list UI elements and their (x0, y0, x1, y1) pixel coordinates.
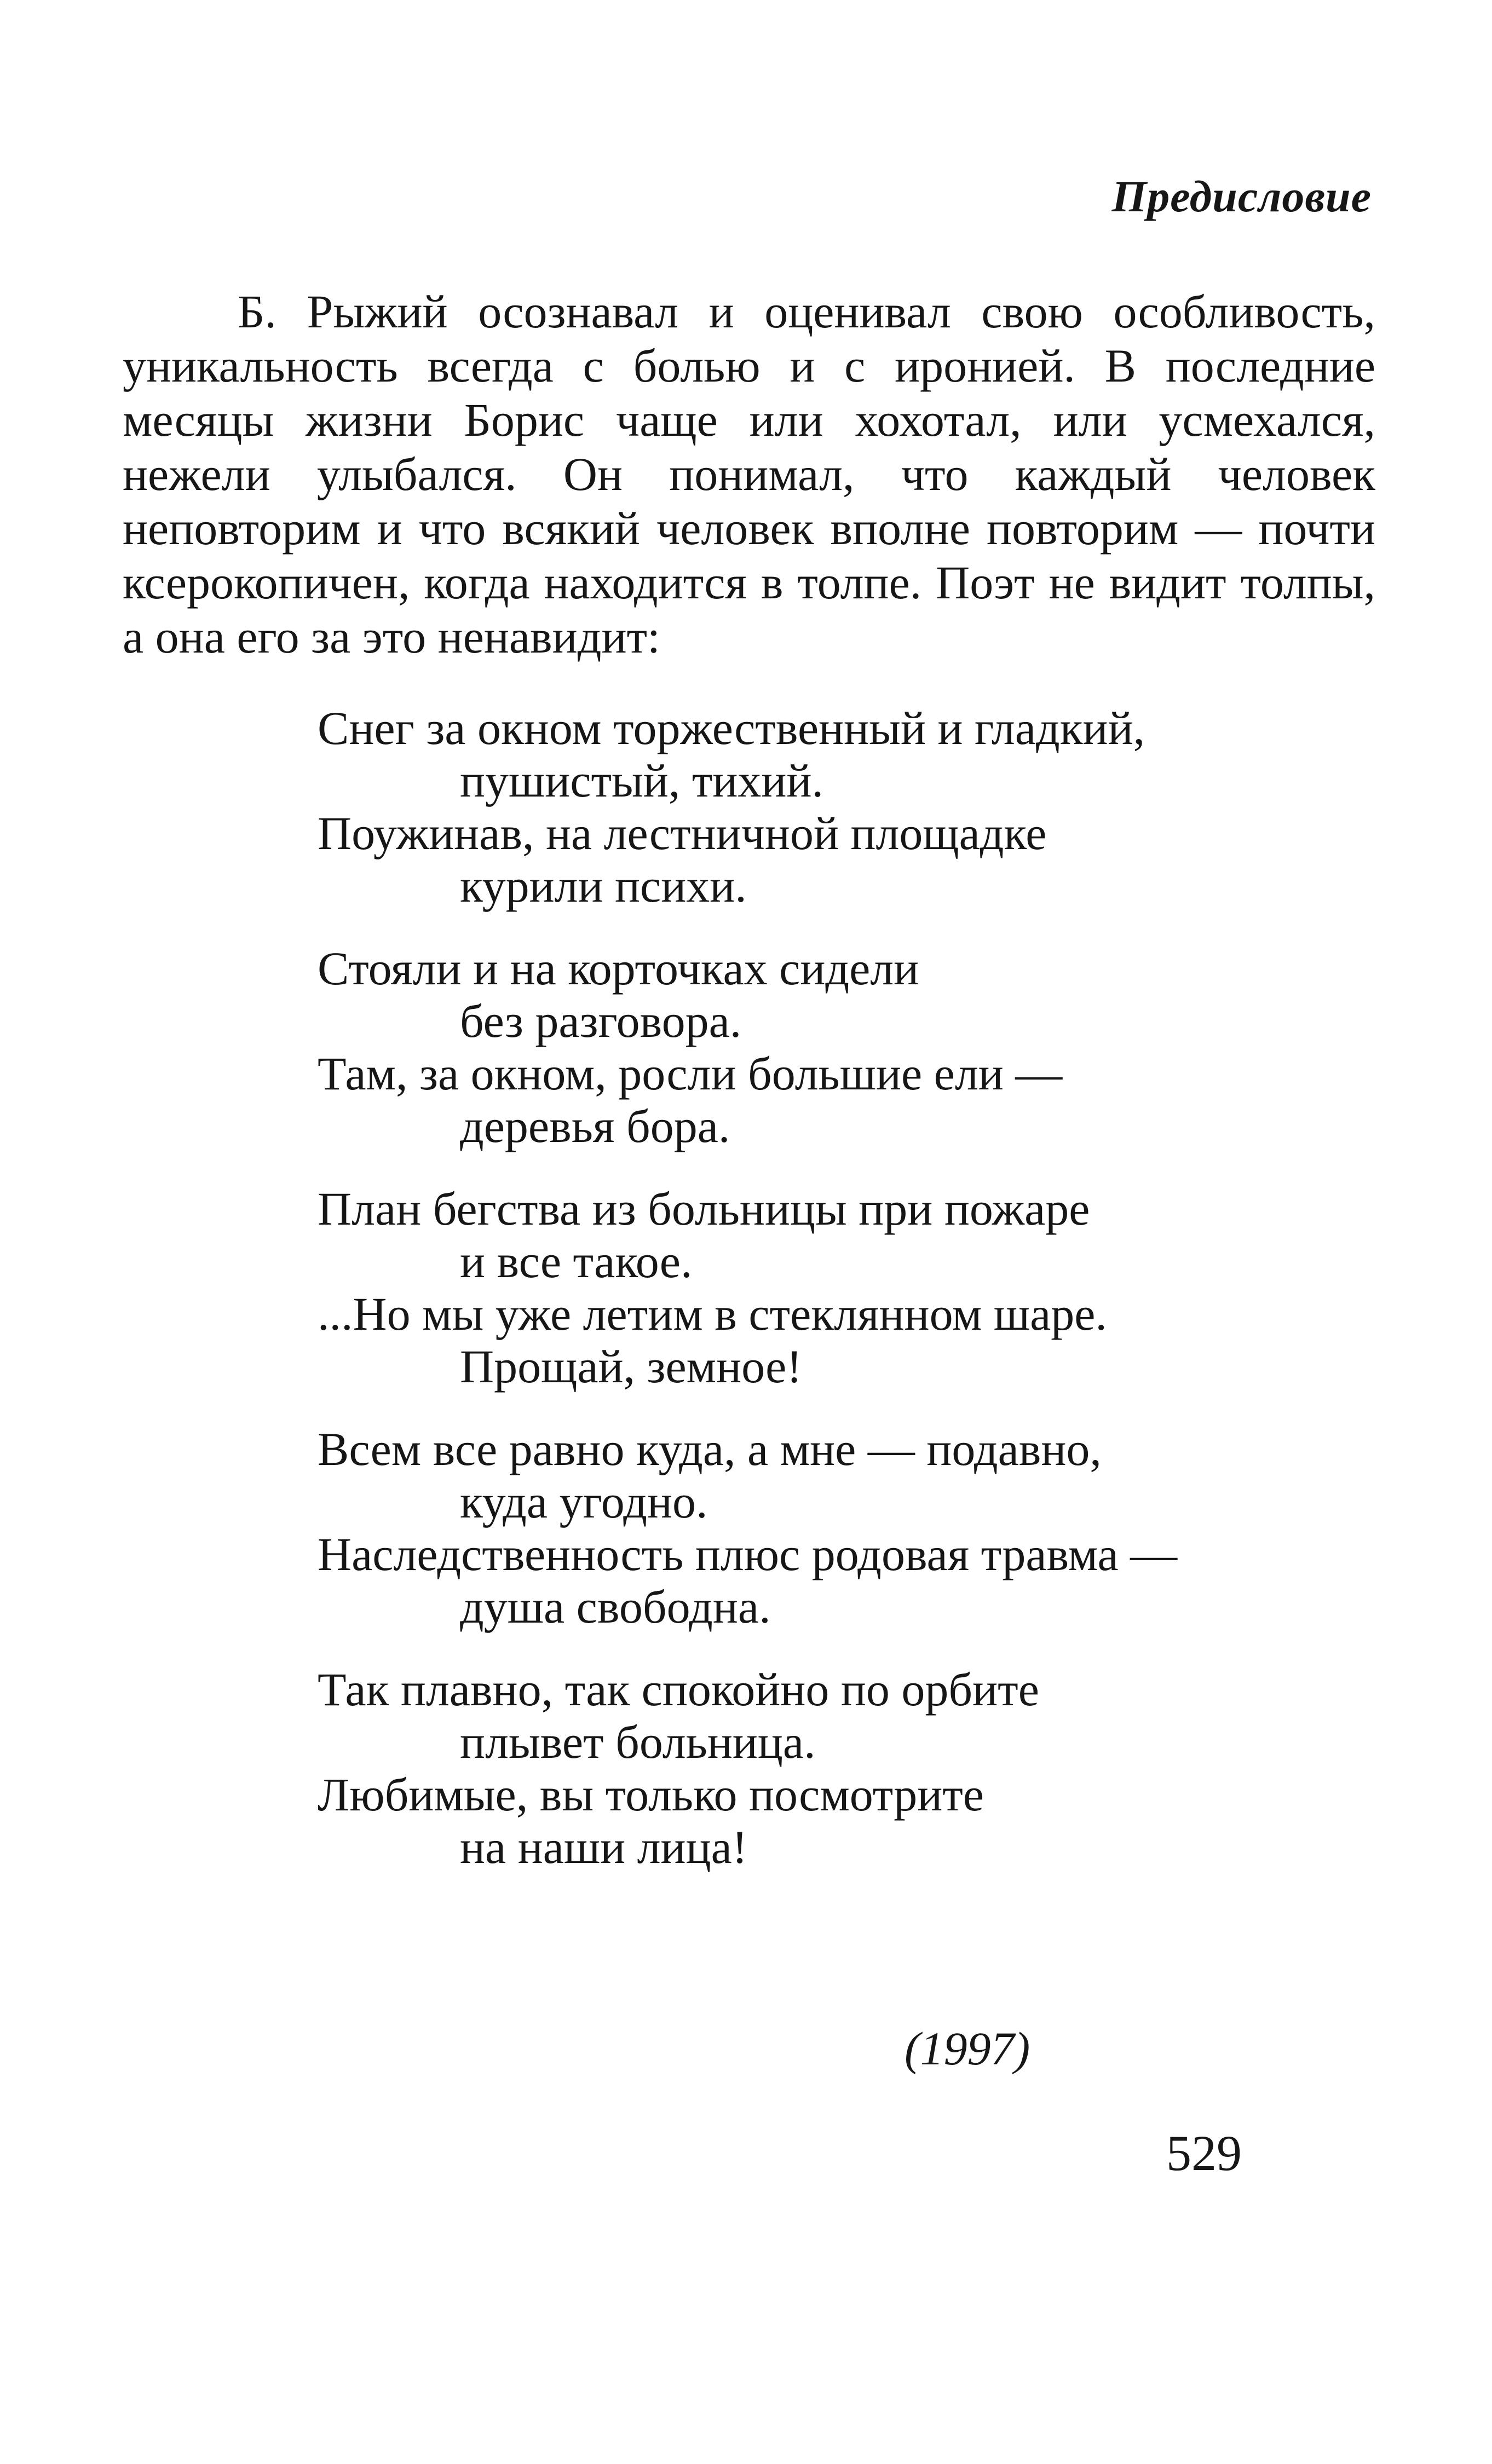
poem-date: (1997) (905, 2022, 1030, 2075)
running-head: Предисловие (1111, 171, 1372, 221)
poem-line: Так плавно, так спокойно по орбите (318, 1663, 1039, 1716)
poem-line: на наши лица! (460, 1821, 748, 1873)
poem-line: Прощай, земное! (460, 1340, 802, 1393)
poem-line: Там, за окном, росли большие ели — (318, 1047, 1063, 1100)
poem-line: Всем все равно куда, а мне — подавно, (318, 1423, 1102, 1475)
poem-line: пушистый, тихий. (460, 754, 823, 807)
poem (318, 702, 1177, 1903)
poem-stanza-5 (318, 1663, 1177, 1873)
poem-line: и все такое. (460, 1235, 693, 1288)
page-number: 529 (1166, 2125, 1242, 2181)
poem-stanza-1 (318, 702, 1177, 912)
poem-stanza-2 (318, 942, 1177, 1152)
poem-line: Стояли и на корточках сидели (318, 942, 919, 995)
poem-line: План бегства из больницы при пожаре (318, 1182, 1090, 1235)
prose-paragraph: Б. Рыжий осознавал и оценивал свою особливость, уникальность всегда с болью и с иронией. В последние месяцы жизни Борис чаще или хохотал, или усмехался, нежели улыбался. Он понимал, что каждый человек неповторим и что всякий человек вполне повторим — почти ксерокопичен, когда находится в толпе. Поэт не видит толпы, а она его за это ненавидит: (123, 285, 1375, 663)
poem-line: ...Но мы уже летим в стеклянном шаре. (318, 1288, 1107, 1340)
poem-line: Поужинав, на лестничной площадке (318, 807, 1047, 859)
poem-line: курили психи. (460, 859, 747, 912)
poem-stanza-3 (318, 1182, 1177, 1393)
poem-line: без разговора. (460, 995, 742, 1047)
poem-line: Наследственность плюс родовая травма — (318, 1528, 1178, 1580)
poem-line: Снег за окном торжественный и гладкий, (318, 702, 1145, 754)
poem-line: деревья бора. (460, 1100, 730, 1152)
poem-stanza-4 (318, 1423, 1177, 1633)
poem-line: плывет больница. (460, 1716, 816, 1768)
poem-line: куда угодно. (460, 1475, 708, 1528)
prose-block (123, 285, 1375, 664)
poem-line: Любимые, вы только посмотрите (318, 1768, 984, 1821)
poem-line: душа свободна. (460, 1580, 771, 1633)
